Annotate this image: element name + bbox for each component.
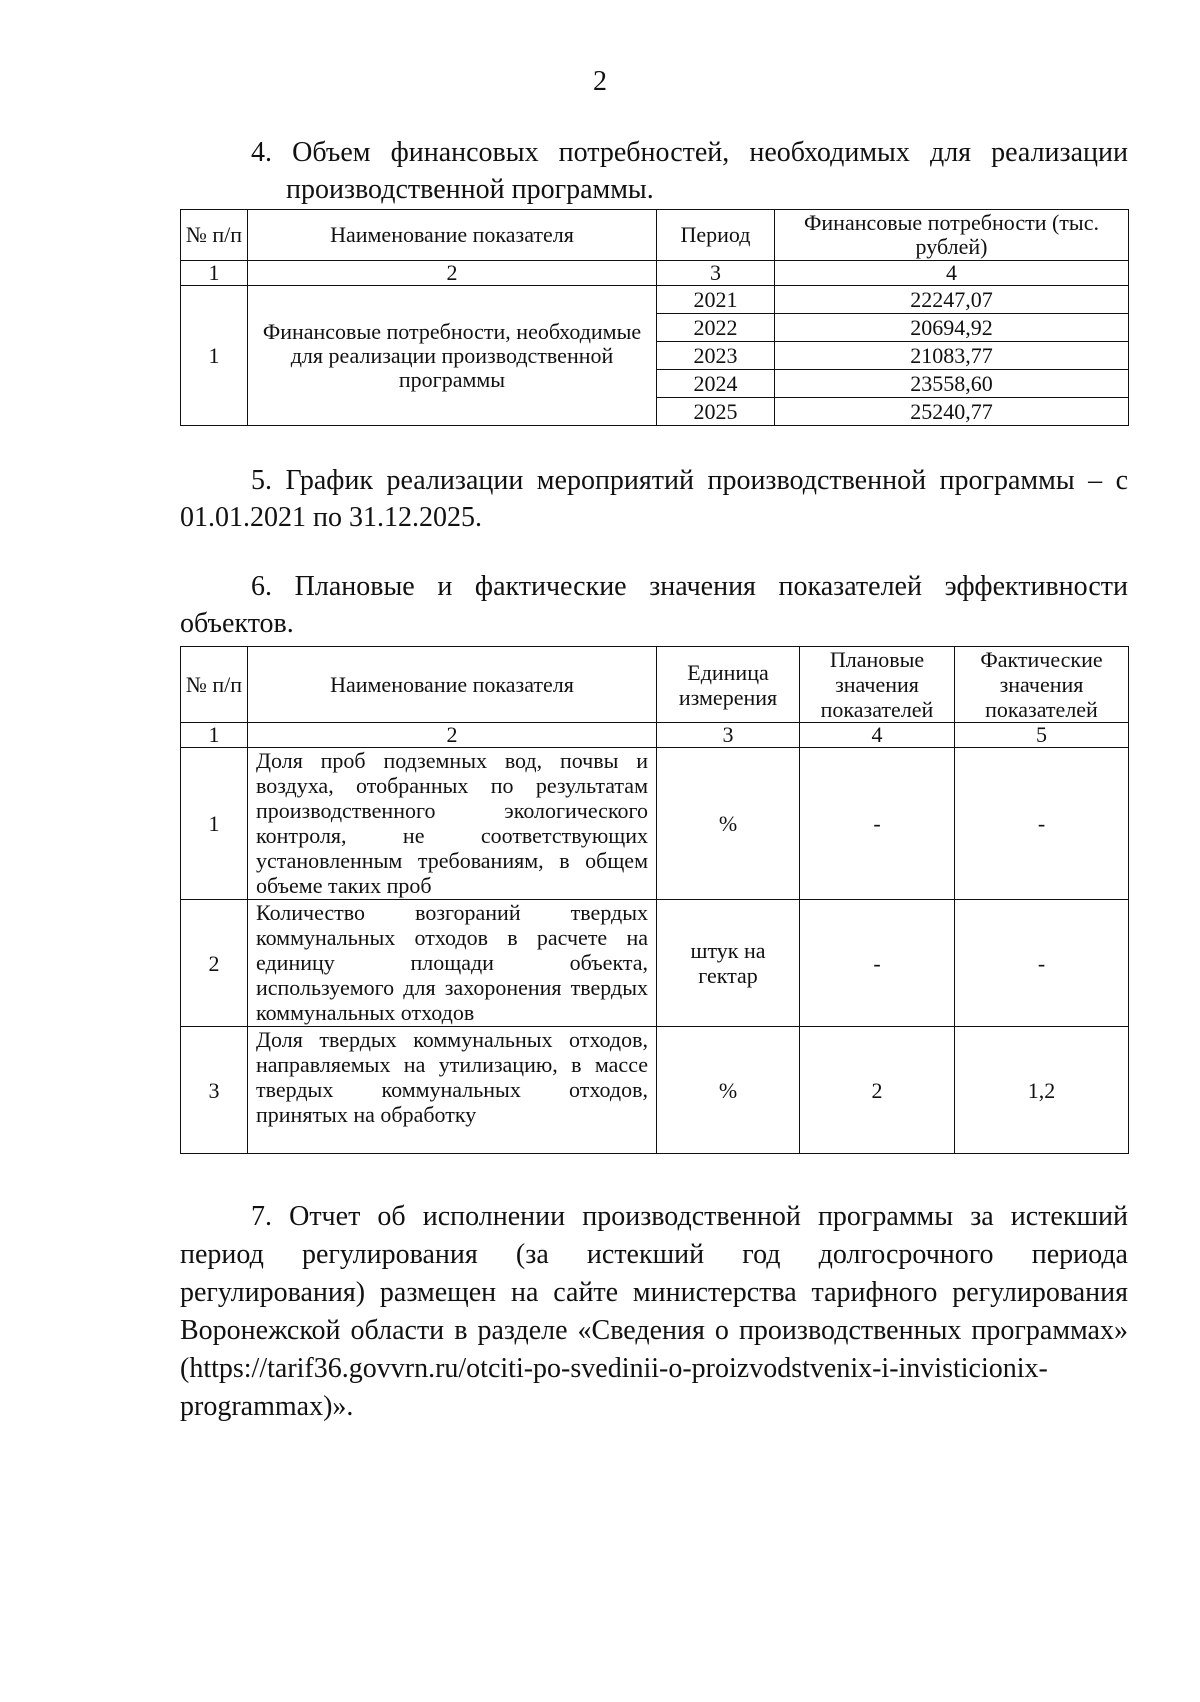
section-4-line-1: 4. Объем финансовых потребностей, необходимых для реализации bbox=[251, 137, 1128, 168]
section-7-line-6: programmax)». bbox=[180, 1391, 354, 1422]
section-5-text: 5. График реализации мероприятий производственной программы – с 01.01.2021 по 31.12.2025. bbox=[180, 465, 1128, 533]
table2-colnum: 5 bbox=[955, 723, 1129, 748]
section-4-line-2: производственной программы. bbox=[286, 174, 654, 205]
table2-row-plan: - bbox=[800, 900, 955, 1027]
table2-row-index: 1 bbox=[181, 748, 248, 900]
table2-row-fact: 1,2 bbox=[955, 1027, 1129, 1154]
table2-colnum: 3 bbox=[657, 723, 800, 748]
table-row bbox=[181, 286, 1129, 314]
table1-colnum: 4 bbox=[775, 261, 1129, 286]
table2-colnum: 1 bbox=[181, 723, 248, 748]
table1-header-index: № п/п bbox=[181, 210, 248, 261]
section-4-heading bbox=[180, 134, 1128, 208]
financial-needs-table bbox=[180, 209, 1129, 426]
period-value: 23558,60 bbox=[775, 370, 1129, 398]
table2-row-name: Доля твердых коммунальных отходов, направляемых на утилизацию, в массе твердых коммунальных отходов, принятых на обработку bbox=[248, 1027, 657, 1154]
table1-row-name: Финансовые потребности, необходимые для реализации производственной программы bbox=[248, 286, 657, 426]
section-7-link: (https://tarif36.govvrn.ru/otciti-po-svedinii-o-proizvodstvenix-i-invisticionix- bbox=[180, 1353, 1048, 1384]
table2-row-plan: - bbox=[800, 748, 955, 900]
period-value: 20694,92 bbox=[775, 314, 1129, 342]
period-value: 25240,77 bbox=[775, 398, 1129, 426]
table2-row-unit: % bbox=[657, 748, 800, 900]
table1-colnum: 2 bbox=[248, 261, 657, 286]
table2-row-name: Доля проб подземных вод, почвы и воздуха, отобранных по результатам производственного экологического контроля, не соответствующих установленным требованиям, в общем объеме таких проб bbox=[248, 748, 657, 900]
section-7-line-1: 7. Отчет об исполнении производственной программы за истекший bbox=[251, 1201, 1128, 1232]
table2-header-row bbox=[181, 647, 1129, 723]
period-year: 2022 bbox=[657, 314, 775, 342]
period-year: 2024 bbox=[657, 370, 775, 398]
table1-column-numbers bbox=[181, 261, 1129, 286]
table2-row-fact: - bbox=[955, 900, 1129, 1027]
section-7-line-4: Воронежской области в разделе «Сведения о производственных программах» bbox=[180, 1315, 1128, 1346]
period-value: 22247,07 bbox=[775, 286, 1129, 314]
section-7-line-2: период регулирования (за истекший год долгосрочного периода bbox=[180, 1239, 1128, 1270]
table2-row-index: 2 bbox=[181, 900, 248, 1027]
section-7-text bbox=[180, 1198, 1128, 1426]
table2-header-unit: Единица измерения bbox=[657, 647, 800, 723]
table-row bbox=[181, 900, 1129, 1027]
table2-header-name: Наименование показателя bbox=[248, 647, 657, 723]
period-year: 2023 bbox=[657, 342, 775, 370]
table1-header-period: Период bbox=[657, 210, 775, 261]
table2-colnum: 2 bbox=[248, 723, 657, 748]
table1-header-value: Финансовые потребности (тыс. рублей) bbox=[775, 210, 1129, 261]
table2-row-fact: - bbox=[955, 748, 1129, 900]
table2-row-unit: % bbox=[657, 1027, 800, 1154]
page-number: 2 bbox=[593, 66, 607, 97]
table2-row-unit: штук на гектар bbox=[657, 900, 800, 1027]
table2-row-plan: 2 bbox=[800, 1027, 955, 1154]
table2-header-plan: Плановые значения показателей bbox=[800, 647, 955, 723]
table1-row-index: 1 bbox=[181, 286, 248, 426]
period-year: 2025 bbox=[657, 398, 775, 426]
period-value: 21083,77 bbox=[775, 342, 1129, 370]
table2-column-numbers bbox=[181, 723, 1129, 748]
table-row bbox=[181, 1027, 1129, 1154]
period-year: 2021 bbox=[657, 286, 775, 314]
table1-colnum: 1 bbox=[181, 261, 248, 286]
table2-header-fact: Фактические значения показателей bbox=[955, 647, 1129, 723]
section-6-text: 6. Плановые и фактические значения показателей эффективности объектов. bbox=[180, 571, 1128, 639]
table1-header-name: Наименование показателя bbox=[248, 210, 657, 261]
table2-row-index: 3 bbox=[181, 1027, 248, 1154]
table2-colnum: 4 bbox=[800, 723, 955, 748]
table1-header-row bbox=[181, 210, 1129, 261]
table2-header-index: № п/п bbox=[181, 647, 248, 723]
table2-row-name: Количество возгораний твердых коммунальных отходов в расчете на единицу площади объекта, используемого для захоронения твердых коммунальных отходов bbox=[248, 900, 657, 1027]
section-7-line-3: регулирования) размещен на сайте министерства тарифного регулирования bbox=[180, 1277, 1128, 1308]
table1-colnum: 3 bbox=[657, 261, 775, 286]
table-row bbox=[181, 748, 1129, 900]
efficiency-indicators-table bbox=[180, 646, 1129, 1154]
